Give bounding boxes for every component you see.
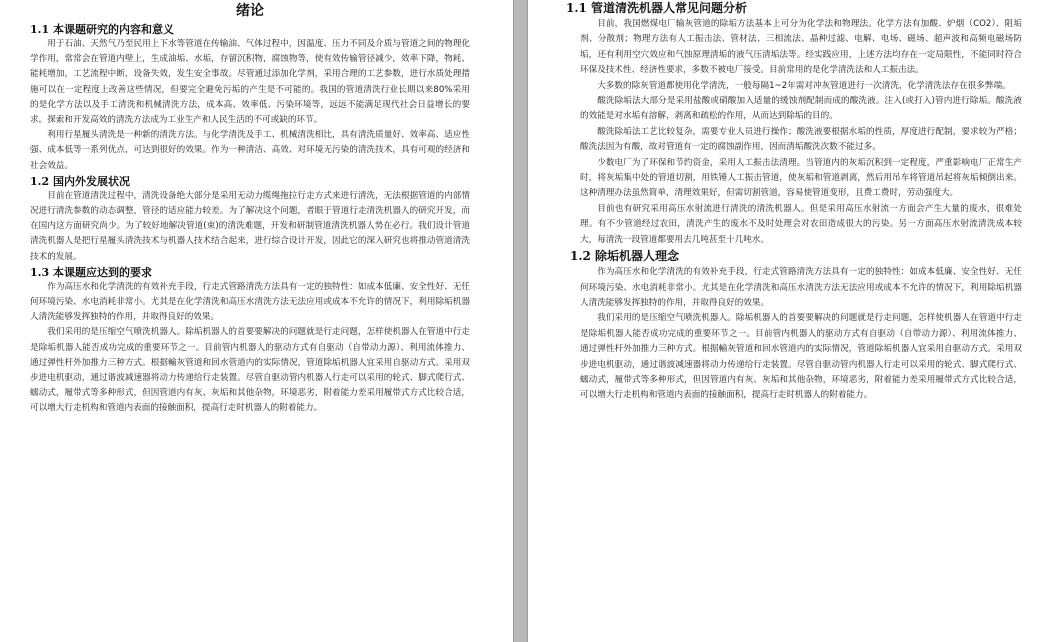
right-page-content — [566, 0, 1022, 404]
paragraph: 用于石油、天然气乃至民用上下水等管道在传输油、气体过程中，因温度、压力不同及介质与管道之间的物理化学作用，常常会在管道内壁上，生成油垢、水垢，存留沉积物，腐蚀物等，使有效传输管径减少，效率下降，物耗、能耗增加，工艺流程中断，设备失效，发生安全事故。尽管通过添加化学剂，采用合理的工艺参数，进行水质处理措施可以在一定程度上改善这些情况，但要完全避免污垢的产生是不可能的。我国的管道清洗行业长期以来80%采用的是化学方法以及手工清洗和机械清洗方法，成本高、效率低、污染环境等，远远不能满足现代社会日益增长的要求。探索和开发高效的清洗方法成为工业生产和人民生活的不可或缺的环节。 — [30, 39, 470, 126]
chapter-title: 绪论 — [236, 3, 264, 19]
paragraph: 大多数的除灰管道都使用化学清洗，一般每隔1~2年需对冲灰管道进行一次清洗，化学清洗法存在很多弊端。 — [597, 80, 1011, 91]
section-heading-1-2: 1.2 除垢机器人理念 — [570, 249, 680, 264]
paragraph: 酸洗除垢法大部分是采用盐酸或硝酸加入适量的缓蚀剂配制而成的酸洗液。注入(或打入)管内进行除垢。酸洗液的效能是对水垢有溶解，剥离和疏松的作用，从而达到除垢的目的。 — [580, 96, 1022, 122]
paragraph: 目前，我国燃煤电厂输灰管道的除垢方法基本上可分为化学法和物理法。化学方法有加酸、炉烟（CO2）、阻垢剂、分散剂；物理方法有人工振击法、管材法、三相流法、晶种过滤、电解、电场、磁场、超声波和高频电磁场防垢，还有利用空穴效应和气蚀原理清垢的液气压清垢法等。经实践应用，上述方法均存在一定局限性，不能同时符合环保及技术性、经济性要求，多数不被电厂接受。目前常用的是化学清洗法和人工振击法。 — [580, 19, 1022, 76]
right-page — [528, 0, 1040, 642]
section-heading-1-1: 1.1 管道清洗机器人常见问题分析 — [566, 1, 748, 15]
paragraph: 我们采用的是压缩空气喷洗机器人。除垢机器人的首要要解决的问题就是行走问题，怎样使机器人在管道中行走是除垢机器人能否成功完成的重要环节之一。目前管内机器人的驱动方式有自驱动（自带动力源）、利用流体推力、通过弹性杆外加推力三种方式。根据輸灰管道和回水管道内的实际情况，管道除垢机器人宜采用自驱动方式。采用双步进电机驱动，通过谐波减速器将动力传递给行走装置。尽管自驱动管内机器人行走可以采用的轮式、脚式爬行式、蠕动式，履带式等多种形式，但因管道内有灰、灰垢和其他杂物，环境恶劣，附着能力差采用履带式方式比较合适，可以增大行走机构和管道内表面的接触面积，提高行走时机器人的附着能力。 — [30, 327, 470, 414]
paragraph: 目前在管道清洗过程中，清洗设备绝大部分是采用无动力缆绳拖拉行走方式来进行清洗，无法根据管道的内部情况进行清洗参数的动态调整，管径的适应能力较差。为了解决这个问题，者眼于管道行走清洗机器人的研究开发，而在国内这方面研究尚少。为了较好地解决管道(束)的清洗难题，开发和研制管道清洗机器人势在必行。我们设计管道清洗机器人是把行星履头清洗技术与机器人技术结合起来，进行综合设计开发，因此它的深入研究也将推动管道清洗技术的发展。 — [30, 190, 470, 262]
paragraph: 酸洗除垢法工艺比较复杂，需要专业人员进行操作；酸洗液要根据水垢的性质，厚度进行配制，要求较为严格；酸洗法因为有酸，故对管道有一定的腐蚀副作用，因而清垢酸洗次数不能过多。 — [580, 126, 1022, 153]
left-page-content — [30, 0, 470, 417]
section-heading-1-2: 1.2 国内外发展状况 — [30, 174, 130, 188]
paragraph: 我们采用的是压缩空气喷洗机器人。除垢机器人的首要要解决的问题就是行走问题，怎样使机器人在管道中行走是除垢机器人能否成功完成的重要环节之一。目前管内机器人的驱动方式有自驱动（自带动力源）、利用流体推力、通过弹性杆外加推力三种方式。根据輸灰管道和回水管道内的实际情况，管道除垢机器人宜采用自驱动方式。采用双步进电机驱动，通过谐波减速器将动力传递给行走装置。尽管自驱动管内机器人行走可以采用的轮式、脚式爬行式、蠕动式，履带式等多种形式，但因管道内有灰、灰垢和其他杂物，环境恶劣，附着能力差采用履带式方式比较合适，可以增大行走机构和管道内表面的接触面积，提高行走时机器人的附着能力。 — [580, 313, 1022, 401]
paragraph: 作为高压水和化学清洗的有效补充手段，行走式管路清洗方法具有一定的独特性：如成本低廉、安全性好、无任何环境污染、水电消耗非常小。尤其是在化学清洗和高压水清洗方法无法应用或成本不允许的情况下，利用除垢机器人清洗能够发挥独特的作用，并取得良好的效果。 — [30, 281, 470, 323]
paragraph: 作为高压水和化学清洗的有效补充手段，行走式管路清洗方法具有一定的独特性：如成本低廉、安全性好、无任何环境污染、水电消耗非常小。尤其是在化学清洗和高压水清洗方法无法应用或成本不允许的情况下，利用除垢机器人清洗能够发挥独特的作用，并取得良好的效果。 — [580, 267, 1022, 308]
paragraph: 利用行星履头清洗是一种新的清洗方法。与化学清洗及手工、机械清洗相比，具有清洗质量好、效率高、适应性强、成本低等一系列优点，可达到很好的效果。作为一种清洁、高效、对环境无污染的清洗技术，具有可观的经济和社会效益。 — [30, 130, 470, 171]
page-gutter — [513, 0, 528, 642]
paragraph: 目前也有研究采用高压水射流进行清洗的清洗机器人。但是采用高压水射流一方面会产生大量的废水，很难处理。有不少管道经过农田，清洗产生的废水不及时处理会对农田造成很大的污染。另一方面高压水射流清洗成本较大，每清洗一段管道都要用去几吨甚至十几吨水。 — [580, 203, 1022, 245]
section-heading-1-1: 1.1 本课题研究的内容和意义 — [30, 23, 174, 36]
left-page — [0, 0, 513, 642]
section-heading-1-3: 1.3 本课题应达到的要求 — [30, 265, 152, 279]
paragraph: 少数电厂为了环保和节约资金，采用人工振击法清理。当管道内的灰垢沉积到一定程度，严重影响电厂正常生产时，将灰垢集中处的管道切割，用铁锤人工振击管道，使灰垢和管道剥离，然后用吊车将管道吊起将灰垢倾倒出来。这种清理办法虽然简单，清理效果好，但需切割管道，容易使管道变形，且费工费时，劳动强度大。 — [580, 157, 1022, 199]
